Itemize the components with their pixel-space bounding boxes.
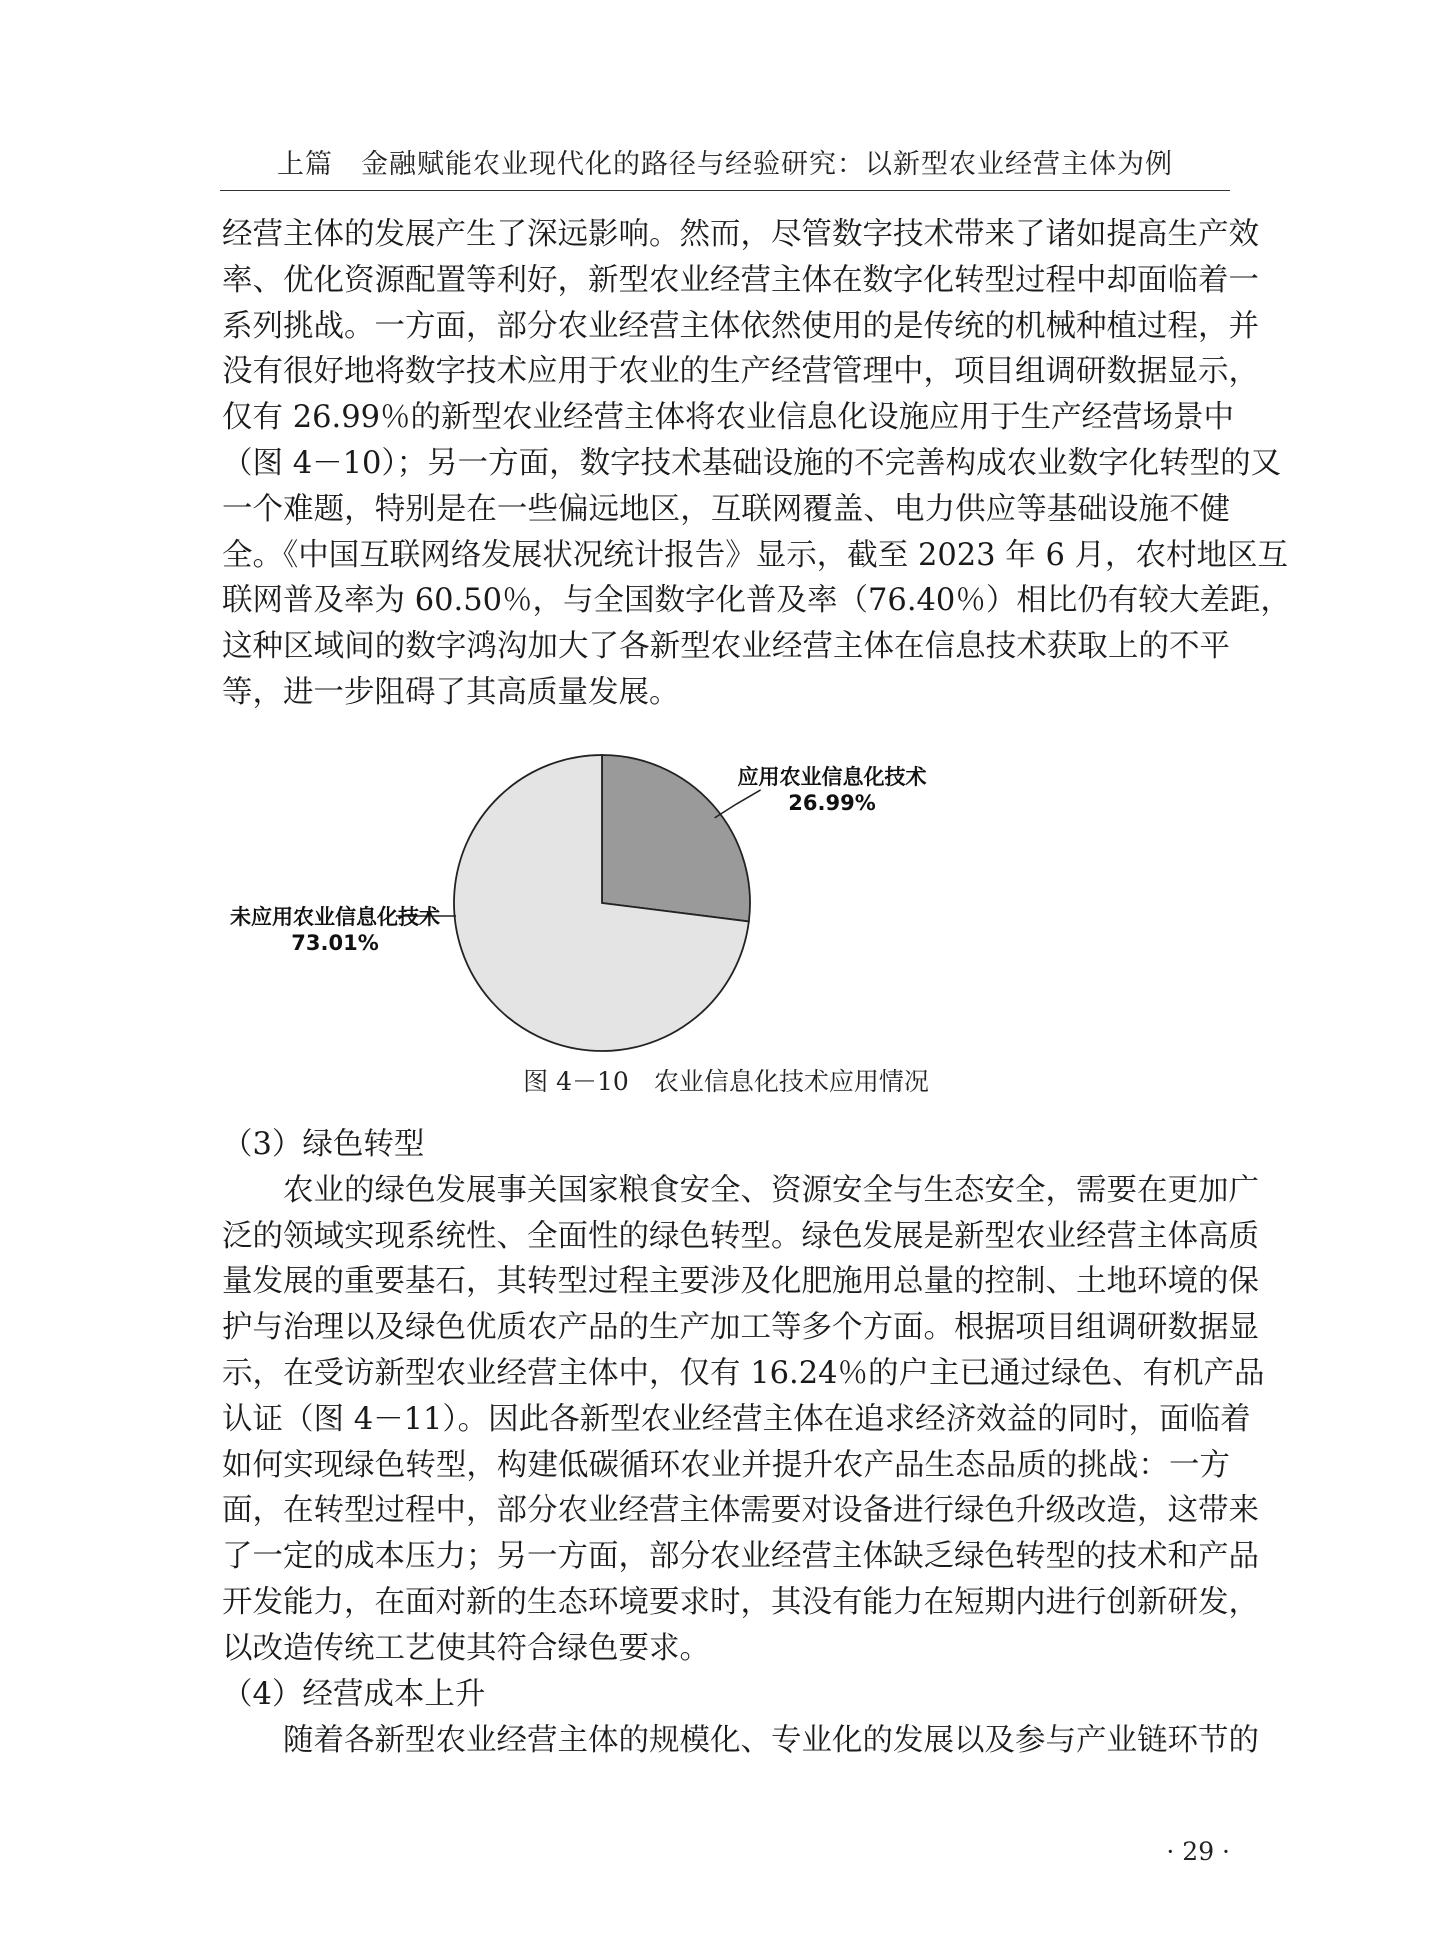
text-line: 面，在转型过程中，部分农业经营主体需要对设备进行绿色升级改造，这带来	[222, 1493, 1259, 1529]
text-line: 开发能力，在面对新的生态环境要求时，其没有能力在短期内进行创新研发，	[222, 1584, 1259, 1620]
text-line: 这种区域间的数字鸿沟加大了各新型农业经营主体在信息技术获取上的不平	[222, 629, 1230, 665]
text-line: 系列挑战。一方面，部分农业经营主体依然使用的是传统的机械种植过程，并	[222, 308, 1259, 344]
text-line: 率、优化资源配置等利好，新型农业经营主体在数字化转型过程中却面临着一	[222, 262, 1259, 298]
running-header: 上篇 金融赋能农业现代化的路径与经验研究：以新型农业经营主体为例	[277, 149, 1173, 180]
section-heading: （4）经营成本上升	[222, 1677, 486, 1712]
text-line: 示，在受访新型农业经营主体中，仅有 16.24％的户主已通过绿色、有机产品	[222, 1355, 1265, 1391]
figure-caption: 图 4－10 农业信息化技术应用情况	[523, 1067, 929, 1096]
text-line: 经营主体的发展产生了深远影响。然而，尽管数字技术带来了诸如提高生产效	[222, 217, 1259, 252]
slice-value-1: 73.01%	[291, 931, 379, 955]
paragraph-digital-transformation	[222, 212, 1291, 716]
text-line: 泛的领域实现系统性、全面性的绿色转型。绿色发展是新型农业经营主体高质	[222, 1218, 1259, 1254]
section-heading: （3）绿色转型	[222, 1127, 425, 1162]
text-line: 了一定的成本压力；另一方面，部分农业经营主体缺乏绿色转型的技术和产品	[222, 1539, 1259, 1575]
slice-value-0: 26.99%	[788, 791, 876, 815]
section-rising-costs	[222, 1672, 1259, 1764]
pie-chart	[222, 728, 1230, 1108]
slice-label-0: 应用农业信息化技术	[737, 765, 927, 789]
pie-slice-0	[602, 755, 750, 921]
text-line: 仅有 26.99％的新型农业经营主体将农业信息化设施应用于生产经营场景中	[222, 400, 1235, 436]
text-line: 如何实现绿色转型，构建低碳循环农业并提升农产品生态品质的挑战：一方	[222, 1447, 1230, 1483]
text-line: 认证（图 4－11）。因此各新型农业经营主体在追求经济效益的同时，面临着	[222, 1401, 1251, 1437]
header-rule	[220, 190, 1230, 191]
text-line: 农业的绿色发展事关国家粮食安全、资源安全与生态安全，需要在更加广	[222, 1172, 1259, 1208]
page-number: · 29 ·	[1166, 1837, 1230, 1866]
leader-line-0	[715, 790, 761, 818]
text-line: 联网普及率为 60.50％，与全国数字化普及率（76.40％）相比仍有较大差距，	[222, 583, 1291, 619]
text-line: 随着各新型农业经营主体的规模化、专业化的发展以及参与产业链环节的	[222, 1722, 1259, 1758]
text-line: （图 4－10）；另一方面，数字技术基础设施的不完善构成农业数字化转型的又	[222, 445, 1282, 481]
text-line: 等，进一步阻碍了其高质量发展。	[222, 674, 680, 710]
text-line: 量发展的重要基石，其转型过程主要涉及化肥施用总量的控制、土地环境的保	[222, 1264, 1259, 1300]
text-line: 一个难题，特别是在一些偏远地区，互联网覆盖、电力供应等基础设施不健	[222, 491, 1230, 527]
section-green-transformation	[222, 1122, 1265, 1672]
text-line: 以改造传统工艺使其符合绿色要求。	[222, 1630, 710, 1666]
figure-4-10	[222, 728, 1230, 1108]
text-line: 没有很好地将数字技术应用于农业的生产经营管理中，项目组调研数据显示，	[222, 354, 1259, 390]
text-line: 护与治理以及绿色优质农产品的生产加工等多个方面。根据项目组调研数据显	[222, 1310, 1259, 1346]
text-line: 全。《中国互联网络发展状况统计报告》显示，截至 2023 年 6 月，农村地区互	[222, 537, 1289, 573]
slice-label-1: 未应用农业信息化技术	[230, 905, 440, 929]
